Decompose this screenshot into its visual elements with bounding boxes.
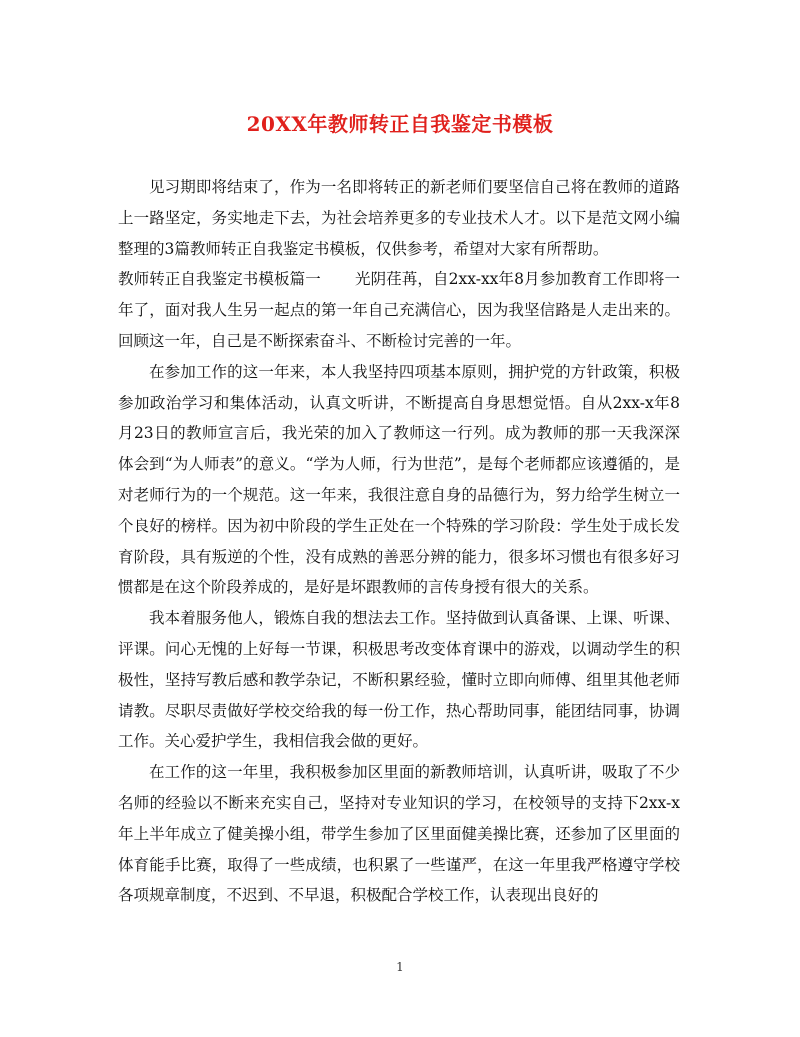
section-first-text: 光阴荏苒，自2xx-xx年8月参加教育工作即将一年了，面对我人生另一起点的第一年自己充满信心，因为我坚信路是人走出来的。回顾这一年，自己是不断探索奋斗、不断检讨完善的一年。 — [118, 270, 680, 350]
page-number: 1 — [396, 960, 404, 974]
body-paragraph-2: 我本着服务他人，锻炼自我的想法去工作。坚持做到认真备课、上课、听课、评课。问心无愧的上好每一节课，积极思考改变体育课中的游戏，以调动学生的积极性，坚持写教后感和教学杂记，不断积累经验，懂时立即向师傅、组里其他老师请教。尽职尽责做好学校交给我的每一份工作，热心帮助同事，能团结同事，协调工作。关心爱护学生，我相信我会做的更好。 — [118, 609, 680, 751]
body-paragraph-3: 在工作的这一年里，我积极参加区里面的新教师培训，认真听讲，吸取了不少名师的经验以不断来充实自己，坚持对专业知识的学习，在校领导的支持下2xx-x年上半年成立了健美操小组，带学生参加了区里面健美操比赛，还参加了区里面的体育能手比赛，取得了一些成绩，也积累了一些谨严，在这一年里我严格遵守学校各项规章制度，不迟到、不早退，积极配合学校工作，认表现出良好的 — [118, 763, 680, 905]
body-paragraph-1: 在参加工作的这一年来，本人我坚持四项基本原则，拥护党的方针政策，积极参加政治学习和集体活动，认真文听讲，不断提高自身思想觉悟。自从2xx-x年8月23日的教师宣言后，我光荣的加入了教师这一行列。成为教师的那一天我深深体会到“为人师表”的意义。“学为人师，行为世范”，是每个老师都应该遵循的，是对老师行为的一个规范。这一年来，我很注意自身的品德行为，努力给学生树立一个良好的榜样。因为初中阶段的学生正处在一个特殊的学习阶段：学生处于成长发育阶段，具有叛逆的个性，没有成熟的善恶分辨的能力，很多坏习惯也有很多好习惯都是在这个阶段养成的，是好是坏跟教师的言传身授有很大的关系。 — [118, 362, 680, 597]
section-paragraph — [118, 264, 680, 356]
section-heading: 教师转正自我鉴定书模板篇一 — [118, 270, 321, 289]
document-body — [118, 172, 680, 911]
intro-paragraph: 见习期即将结束了，作为一名即将转正的新老师们要坚信自己将在教师的道路上一路坚定，务实地走下去，为社会培养更多的专业技术人才。以下是范文网小编整理的3篇教师转正自我鉴定书模板，仅供参考，希望对大家有所帮助。 — [118, 178, 680, 258]
document-title: 20XX年教师转正自我鉴定书模板 — [246, 112, 554, 136]
